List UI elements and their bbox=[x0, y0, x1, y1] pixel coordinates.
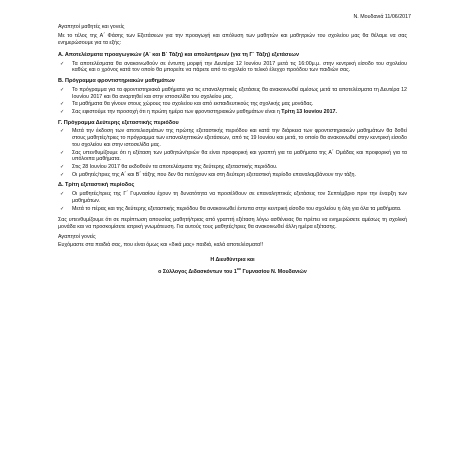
section-c-item-text: Οι μαθητές/τριες της Α΄ και Β΄ τάξης που δεν θα πετύχουν και στη δεύτερη εξεταστική περίοδο επαναλαμβάνουν την τάξη. bbox=[72, 171, 356, 178]
section-c-title: Γ. Πρόγραμμα Δεύτερης εξεταστικής περιόδου bbox=[58, 119, 179, 126]
section-c-item-1 bbox=[58, 128, 407, 148]
section-a-item-1 bbox=[58, 61, 407, 74]
check-bullet-icon: ✓ bbox=[60, 149, 65, 156]
section-b-item-3 bbox=[58, 109, 407, 116]
section-d-item-1 bbox=[58, 191, 407, 204]
section-c-list bbox=[58, 128, 407, 178]
check-bullet-icon: ✓ bbox=[60, 191, 65, 198]
check-bullet-icon: ✓ bbox=[60, 205, 65, 212]
section-a-list bbox=[58, 61, 407, 74]
section-b-list bbox=[58, 87, 407, 116]
check-bullet-icon: ✓ bbox=[60, 108, 65, 115]
section-b-item-text: Σας εφιστούμε την προσοχή ότι η πρώτη ημέρα των φροντιστηριακών μαθημάτων είναι η bbox=[72, 108, 282, 115]
parents-greeting: Αγαπητοί γονείς bbox=[58, 233, 96, 240]
section-c-item-3 bbox=[58, 164, 407, 171]
wishes-line: Ευχόμαστε στα παιδιά σας, που είναι όμως και «δικά μας» παιδιά, καλά αποτελέσματα!! bbox=[58, 242, 264, 249]
signature-line-1: Η Διευθύντρια και bbox=[210, 257, 255, 264]
section-b-item-2 bbox=[58, 101, 407, 108]
check-bullet-icon: ✓ bbox=[60, 101, 65, 108]
signature-line-2-pre: ο Σύλλογος Διδασκόντων του 1 bbox=[158, 268, 237, 275]
section-d-item-text: Οι μαθητές/τριες της Γ΄ Γυμνασίου έχουν τη δυνατότητα να προσέλθουν σε επαναληπτικές εξετάσεις τον Σεπτέμβριο πριν την έναρξη των μαθημάτων. bbox=[72, 191, 407, 204]
section-d-title: Δ. Τρίτη εξεταστική περίοδος bbox=[58, 182, 135, 189]
check-bullet-icon: ✓ bbox=[60, 171, 65, 178]
intro-paragraph: Με το τέλος της Α΄ Φάσης των Εξετάσεων για την προαγωγή και απόλυση των μαθητών και μαθητριών του σχολείου μας θα θέλαμε να σας ενημερώσουμε για τα εξής: bbox=[58, 33, 407, 47]
section-b-title: Β. Πρόγραμμα φροντιστηριακών μαθημάτων bbox=[58, 78, 175, 85]
section-c-item-2 bbox=[58, 150, 407, 163]
section-c-item-text: Στις 28 Ιουνίου 2017 θα εκδοθούν τα αποτελέσματα της δεύτερης εξεταστικής περιόδου. bbox=[72, 163, 278, 170]
signature-block bbox=[58, 257, 407, 275]
place-date: Ν. Μουδανιά 11/06/2017 bbox=[353, 14, 411, 20]
signature-line-2-post: Γυμνασίου Ν. Μουδανιών bbox=[240, 268, 307, 275]
check-bullet-icon: ✓ bbox=[60, 86, 65, 93]
signature-line-2 bbox=[58, 269, 407, 276]
section-b-item-text: Τα μαθήματα θα γίνουν στους χώρους του σχολείου και από εκπαιδευτικούς της σχολικής μας μονάδας. bbox=[72, 101, 314, 108]
check-bullet-icon: ✓ bbox=[60, 128, 65, 135]
section-b-item-text: Το πρόγραμμα για τα φροντιστηριακά μαθήματα για τις επαναληπτικές εξετάσεις θα ανακοινωθεί αμέσως μετά τα αποτελέσματα τη Δευτέρα 12 Ιουνίου 2017 και θα αναρτηθεί και στην ιστοσελίδα του σχολείου μας. bbox=[72, 86, 407, 100]
section-c-item-text: Μετά την έκδοση των αποτελεσμάτων της πρώτης εξεταστικής περιόδου και κατά την διάρκεια των φροντιστηριακών μαθημάτων θα δοθεί στους μαθητές/τριες το πρόγραμμα των επαναληπτικών εξετάσεων, από τις 19 Ιουνίου και μετά, το οποίο θα ανακοινωθεί στην κεντρική είσοδο του σχολείου και στην ιστοσελίδα μας. bbox=[72, 128, 407, 148]
signature-ordinal: ου bbox=[236, 267, 241, 271]
section-c-item-4 bbox=[58, 172, 407, 179]
section-a-item-text: Τα αποτελέσματα θα ανακοινωθούν σε έντυπη μορφή την Δευτέρα 12 Ιουνίου 2017 μετά τις 16:00μ.μ. στην κεντρική είσοδο του σχολείου καθώς και ο χρόνος κατά τον οποίο θα μπορείτε να πάρετε από το σχολείο το τελικό έλεγχο προόδου των παιδιών σας. bbox=[72, 60, 407, 74]
section-b-item-bold-date: Τρίτη 13 Ιουνίου 2017. bbox=[281, 108, 337, 115]
section-d-list bbox=[58, 191, 407, 212]
salutation: Αγαπητοί μαθητές και γονείς bbox=[58, 23, 125, 30]
section-b-item-1 bbox=[58, 87, 407, 100]
check-bullet-icon: ✓ bbox=[60, 60, 65, 67]
section-d-item-2 bbox=[58, 206, 407, 213]
section-d-item-text: Μετά το πέρας και της δεύτερης εξεταστικής περιόδου θα ανακοινωθεί έντυπα στην κεντρική είσοδο του σχολείου η όλη για όλα τα μαθήματα. bbox=[72, 205, 402, 212]
closing-paragraph: Σας υπενθυμίζουμε ότι σε περίπτωση απουσίας μαθητή/τριας από γραπτή εξέταση λόγω ασθένειας θα πρέπει να ενημερώσετε αμέσως τη σχολική μονάδα και να προσκομίσετε ιατρική γνωμάτευση. Για αυτούς τους μαθητές/τριες θα ανακοινωθεί άλλη ημέρα εξέτασης. bbox=[58, 217, 407, 230]
check-bullet-icon: ✓ bbox=[60, 163, 65, 170]
section-c-item-text: Σας υπενθυμίζουμε ότι η εξέταση των μαθητών/τριών θα είναι προφορική και γραπτή για τα μαθήματα της Α΄ Ομάδας και προφορική για τα υπόλοιπα μαθήματα. bbox=[72, 149, 407, 163]
section-a-title: Α. Αποτελέσματα προαγωγικών (Α΄ και Β΄ Τάξη) και απολυτήριων (για τη Γ΄ Τάξη) εξετάσεων bbox=[58, 51, 300, 58]
